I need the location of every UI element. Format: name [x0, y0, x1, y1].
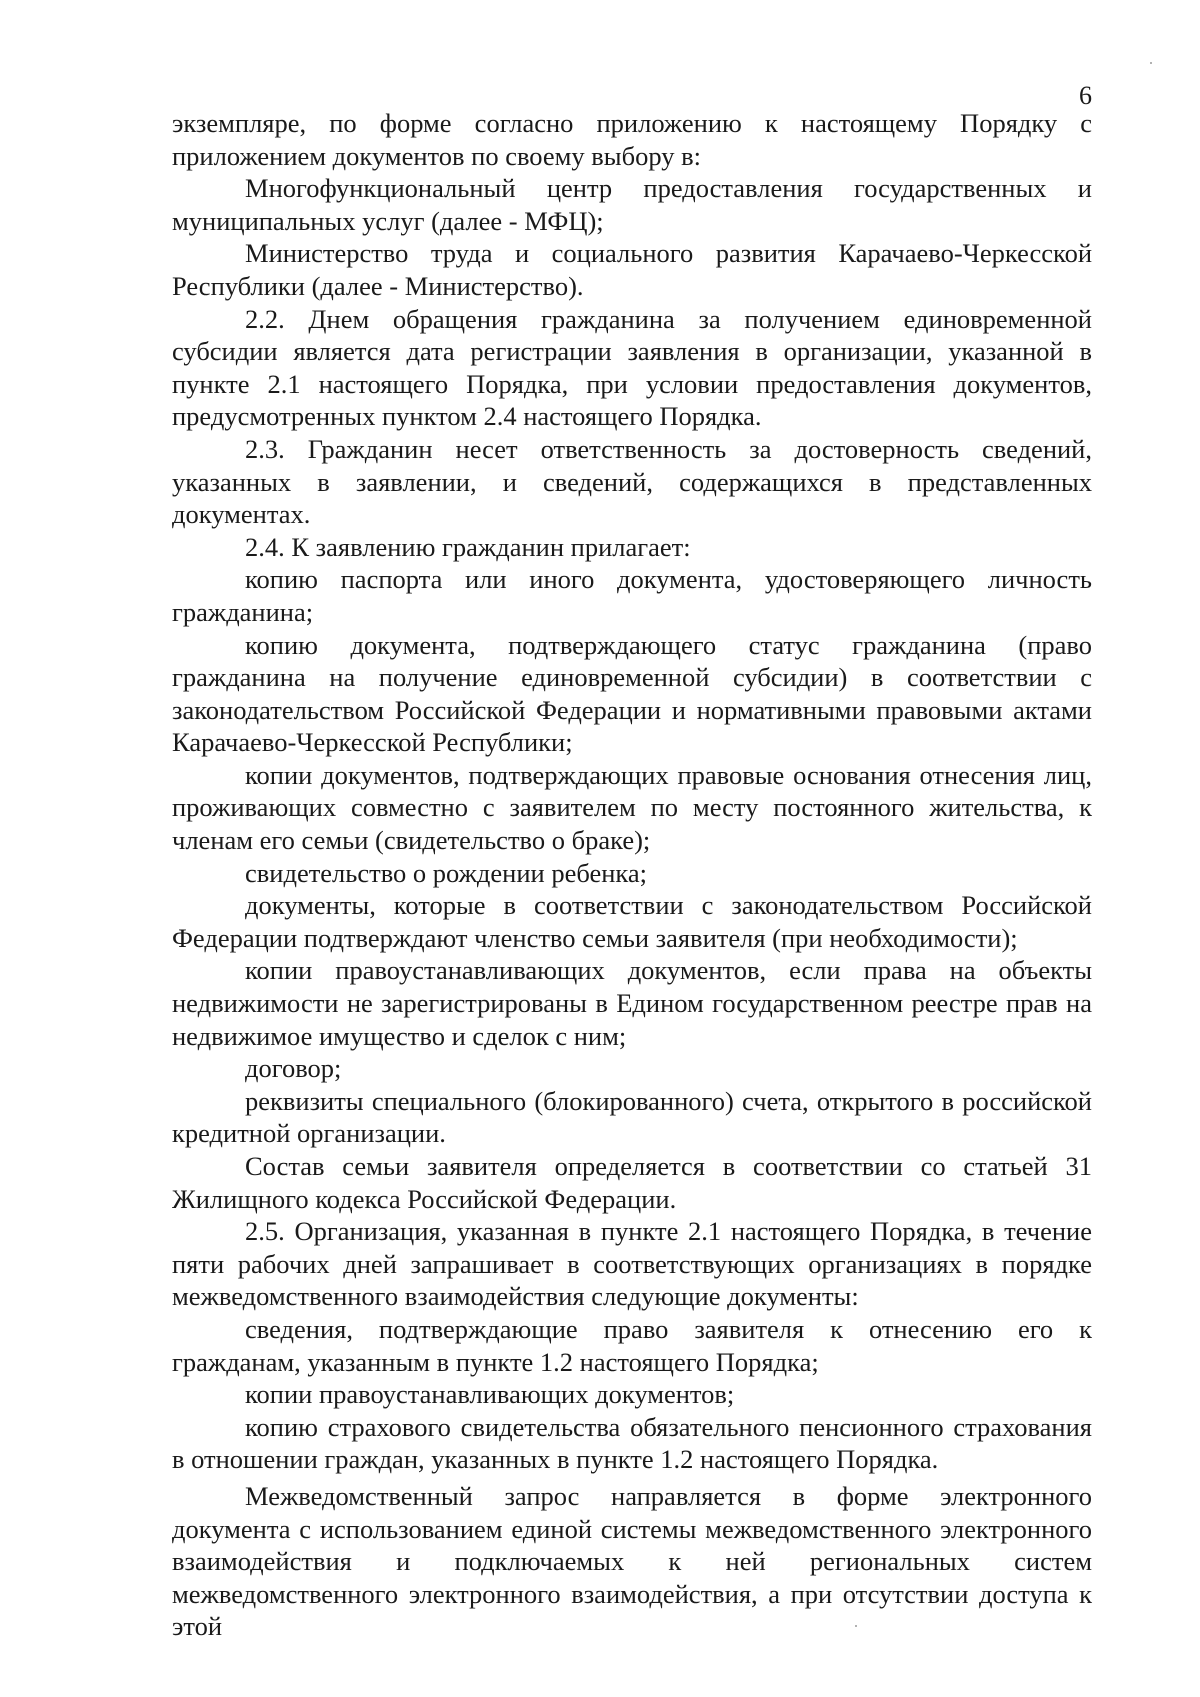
- paragraph-20: Межведомственный запрос направляется в форме электронного документа с использованием единой системы межведомственного электронного взаимодействия и подключаемых к ней региональных систем межведомственного электронного взаимодействия, а при отсутствии доступа к этой: [172, 1480, 1092, 1642]
- paragraph-10: свидетельство о рождении ребенка;: [245, 857, 648, 888]
- paragraph-6: 2.4. К заявлению гражданин прилагает:: [245, 531, 691, 562]
- paragraph-19: копию страхового свидетельства обязательного пенсионного страхования в отношении граждан, указанных в пункте 1.2 настоящего Порядка.: [172, 1411, 1092, 1475]
- paragraph-7: копию паспорта или иного документа, удостоверяющего личность гражданина;: [172, 564, 1092, 627]
- paragraph-12: копии правоустанавливающих документов, если права на объекты недвижимости не зарегистрированы в Едином государственном реестре прав на недвижимое имущество и сделок с ним;: [172, 955, 1092, 1051]
- paragraph-15: Состав семьи заявителя определяется в соответствии со статьей 31 Жилищного кодекса Российской Федерации.: [172, 1151, 1092, 1214]
- paragraph-5: 2.3. Гражданин несет ответственность за достоверность сведений, указанных в заявлении, и сведений, содержащихся в представленных документах.: [172, 433, 1092, 530]
- paragraph-17: сведения, подтверждающие право заявителя к отнесению его к гражданам, указанным в пункте 1.2 настоящего Порядка;: [172, 1313, 1092, 1377]
- paragraph-14: реквизиты специального (блокированного) счета, открытого в российской кредитной организации.: [172, 1085, 1092, 1149]
- paragraph-1: экземпляре, по форме согласно приложению к настоящему Порядку с приложением документов по своему выбору в:: [172, 108, 1092, 171]
- paragraph-3: Министерство труда и социального развития Карачаево-Черкесской Республики (далее - Министерство).: [172, 238, 1092, 301]
- scan-speck: [855, 1625, 857, 1627]
- paragraph-11: документы, которые в соответствии с законодательством Российской Федерации подтверждают членство семьи заявителя (при необходимости);: [172, 890, 1092, 953]
- page-number: 6: [1079, 81, 1092, 110]
- paragraph-2: Многофункциональный центр предоставления государственных и муниципальных услуг (далее - МФЦ);: [172, 173, 1092, 236]
- document-body: [172, 107, 1092, 1643]
- paragraph-18: копии правоустанавливающих документов;: [245, 1379, 735, 1410]
- paragraph-13: договор;: [245, 1053, 342, 1084]
- paragraph-4: 2.2. Днем обращения гражданина за получением единовременной субсидии является дата регистрации заявления в организации, указанной в пункте 2.1 настоящего Порядка, при условии предоставления документов, предусмотренных пунктом 2.4 настоящего Порядка.: [172, 303, 1092, 432]
- paragraph-9: копии документов, подтверждающих правовые основания отнесения лиц, проживающих совместно с заявителем по месту постоянного жительства, к членам его семьи (свидетельство о браке);: [172, 759, 1092, 856]
- scan-speck: [1150, 62, 1152, 64]
- paragraph-8: копию документа, подтверждающего статус гражданина (право гражданина на получение единовременной субсидии) в соответствии с законодательством Российской Федерации и нормативными правовыми актами Карачаево-Черкесской Республики;: [172, 629, 1092, 758]
- paragraph-16: 2.5. Организация, указанная в пункте 2.1 настоящего Порядка, в течение пяти рабочих дней запрашивает в соответствующих организациях в порядке межведомственного взаимодействия следующие документы:: [172, 1216, 1092, 1312]
